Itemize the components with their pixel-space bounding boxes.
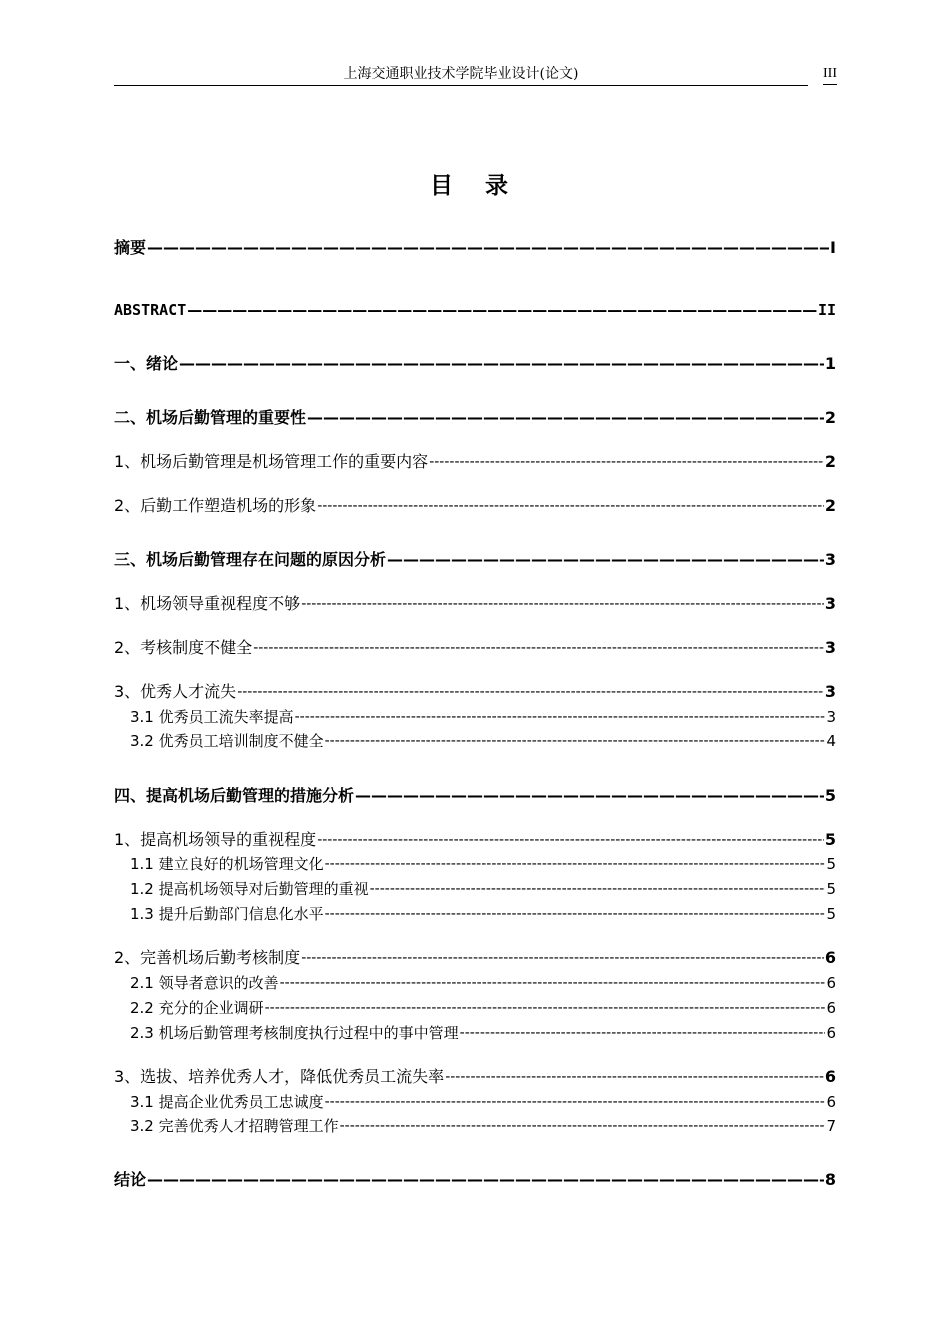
toc-entry-label: 2、后勤工作塑造机场的形象 xyxy=(114,496,317,515)
toc-entry-page: 3 xyxy=(826,708,836,726)
toc-entry[interactable] xyxy=(114,494,836,518)
toc-leader xyxy=(429,450,824,474)
toc-entry-label: 2.3 机场后勤管理考核制度执行过程中的事中管理 xyxy=(130,1024,459,1042)
toc-entry-label: 1.3 提升后勤部门信息化水平 xyxy=(130,905,324,923)
toc-entry-page: 5 xyxy=(826,855,836,873)
toc-leader xyxy=(179,352,824,376)
toc-entry-label: 3、选拔、培养优秀人才，降低优秀员工流失率 xyxy=(114,1067,445,1086)
toc-leader xyxy=(301,946,824,970)
toc-leader xyxy=(147,1168,824,1192)
toc-entry-label: 1.2 提高机场领导对后勤管理的重视 xyxy=(130,880,369,898)
toc-entry[interactable] xyxy=(114,406,836,430)
toc-entry-label: 3.1 提高企业优秀员工忠诚度 xyxy=(130,1093,324,1111)
toc-entry-page: 5 xyxy=(826,880,836,898)
toc-entry-label: 三、机场后勤管理存在问题的原因分析 xyxy=(114,550,387,569)
toc-leader xyxy=(370,878,826,900)
toc-entry-label: 1、机场后勤管理是机场管理工作的重要内容 xyxy=(114,452,429,471)
toc-entry[interactable] xyxy=(114,450,836,474)
toc-entry-label: 3.1 优秀员工流失率提高 xyxy=(130,708,294,726)
toc-leader xyxy=(325,853,826,875)
toc-leader xyxy=(295,706,826,728)
toc-leader xyxy=(253,636,824,660)
toc-entry-label: 2、完善机场后勤考核制度 xyxy=(114,948,301,967)
toc-leader xyxy=(265,997,826,1019)
toc-entry[interactable] xyxy=(114,853,836,875)
toc-entry[interactable] xyxy=(114,592,836,616)
toc-entry-label: 四、提高机场后勤管理的措施分析 xyxy=(114,786,355,805)
toc-entry-page: 6 xyxy=(824,1067,836,1086)
toc-entry-page: 3 xyxy=(824,682,836,701)
toc-leader xyxy=(307,406,824,430)
toc-entry[interactable] xyxy=(114,548,836,572)
toc-entry[interactable] xyxy=(114,730,836,752)
toc-entry-label: 3、优秀人才流失 xyxy=(114,682,237,701)
toc-entry[interactable] xyxy=(114,1022,836,1044)
toc-entry-page: 6 xyxy=(826,1024,836,1042)
toc-entry-page: 1 xyxy=(824,354,836,373)
toc-leader xyxy=(325,903,826,925)
toc-entry-page: 6 xyxy=(824,948,836,967)
toc-entry-label: 摘要 xyxy=(114,238,147,257)
toc-entry[interactable] xyxy=(114,1065,836,1089)
toc-entry-label: 2.1 领导者意识的改善 xyxy=(130,974,279,992)
header-rule xyxy=(114,85,808,86)
toc-entry[interactable] xyxy=(114,784,836,808)
toc-entry[interactable] xyxy=(114,706,836,728)
toc-entry[interactable] xyxy=(114,946,836,970)
toc-leader xyxy=(445,1065,824,1089)
toc-entry[interactable] xyxy=(114,878,836,900)
toc-entry[interactable] xyxy=(114,352,836,376)
header-title: 上海交通职业技术学院毕业设计(论文) xyxy=(343,66,579,82)
toc-entry-label: 一、绪论 xyxy=(114,354,179,373)
toc-entry-page: II xyxy=(817,301,836,319)
toc-entry[interactable] xyxy=(114,997,836,1019)
toc-leader xyxy=(187,298,817,322)
toc-leader xyxy=(147,236,829,260)
toc-entry-page: 2 xyxy=(824,496,836,515)
toc-leader xyxy=(355,784,824,808)
toc-leader xyxy=(237,680,824,704)
toc-entry-page: 4 xyxy=(826,732,836,750)
toc-entry[interactable] xyxy=(114,298,836,322)
toc-entry-page: 6 xyxy=(826,1093,836,1111)
toc-entry[interactable] xyxy=(114,1115,836,1137)
toc-entry[interactable] xyxy=(114,1091,836,1113)
toc-entry-page: 5 xyxy=(824,786,836,805)
toc-entry-page: 8 xyxy=(824,1170,836,1189)
toc-entry[interactable] xyxy=(114,1168,836,1192)
toc-leader xyxy=(460,1022,826,1044)
toc-entry[interactable] xyxy=(114,972,836,994)
header-page-number: III xyxy=(823,64,837,85)
toc-entry-label: 1、提高机场领导的重视程度 xyxy=(114,830,317,849)
toc-leader xyxy=(325,730,826,752)
page-header xyxy=(114,64,837,90)
toc-leader xyxy=(317,494,824,518)
toc-leader xyxy=(325,1091,826,1113)
toc-leader xyxy=(340,1115,826,1137)
toc-entry[interactable] xyxy=(114,903,836,925)
toc-entry-label: 1、机场领导重视程度不够 xyxy=(114,594,301,613)
toc-entry[interactable] xyxy=(114,680,836,704)
toc-entry-page: 6 xyxy=(826,974,836,992)
toc-entry-label: 3.2 完善优秀人才招聘管理工作 xyxy=(130,1117,339,1135)
toc-entry-page: 2 xyxy=(824,452,836,471)
toc-entry-page: 5 xyxy=(826,905,836,923)
toc-entry[interactable] xyxy=(114,236,836,260)
toc-leader xyxy=(317,828,824,852)
toc-entry-label: 2、考核制度不健全 xyxy=(114,638,253,657)
toc-entry-label: 1.1 建立良好的机场管理文化 xyxy=(130,855,324,873)
toc-leader xyxy=(280,972,826,994)
toc-title: 目 录 xyxy=(429,173,520,199)
toc-entry[interactable] xyxy=(114,636,836,660)
toc-entry-label: 2.2 充分的企业调研 xyxy=(130,999,264,1017)
toc-entry-label: 3.2 优秀员工培训制度不健全 xyxy=(130,732,324,750)
toc-entry-page: 5 xyxy=(824,830,836,849)
toc-entry-label: ABSTRACT xyxy=(114,301,187,319)
toc-entry-page: 7 xyxy=(826,1117,836,1135)
toc-entry-page: I xyxy=(830,238,836,257)
toc-entry-label: 结论 xyxy=(114,1170,147,1189)
toc-entry-page: 3 xyxy=(824,594,836,613)
toc-entry-page: 3 xyxy=(824,550,836,569)
toc-leader xyxy=(301,592,824,616)
toc-entry-page: 2 xyxy=(824,408,836,427)
toc-entry[interactable] xyxy=(114,828,836,852)
toc-entry-page: 3 xyxy=(824,638,836,657)
toc-entry-page: 6 xyxy=(826,999,836,1017)
toc-leader xyxy=(387,548,824,572)
toc-entry-label: 二、机场后勤管理的重要性 xyxy=(114,408,307,427)
